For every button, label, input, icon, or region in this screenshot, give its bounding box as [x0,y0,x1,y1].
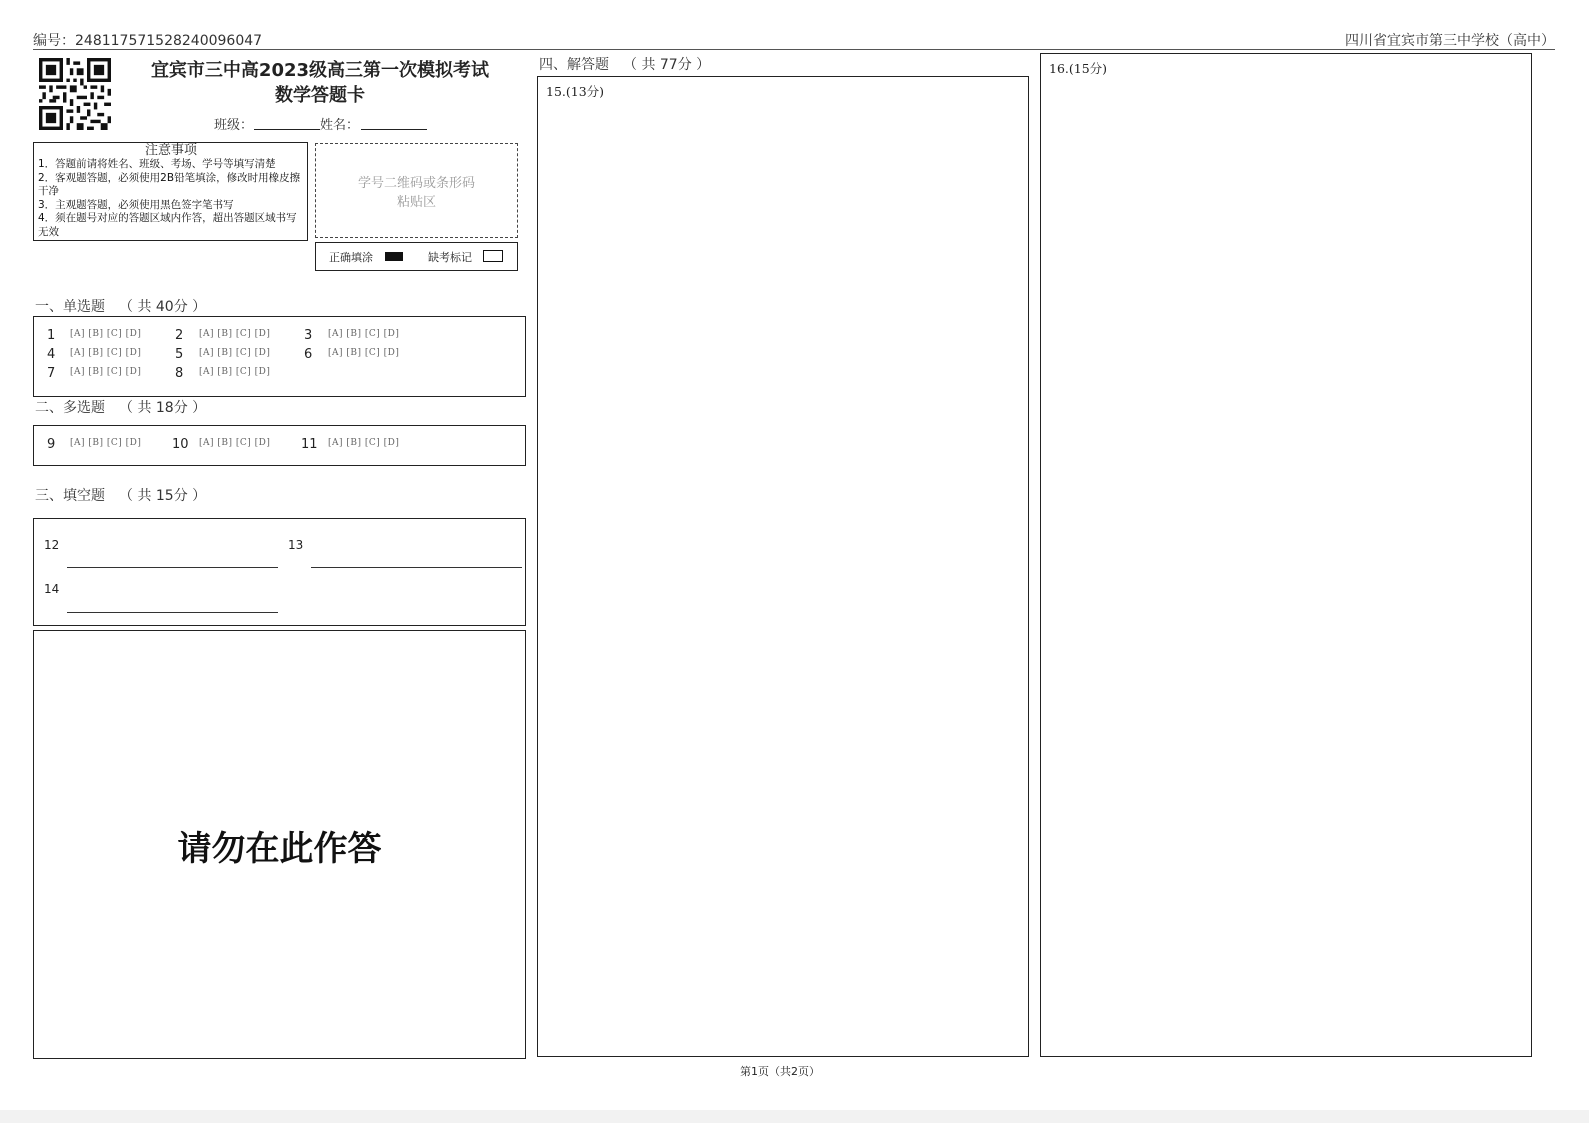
fill-legend [315,242,518,271]
answer-options[interactable]: [A] [B] [C] [D] [70,348,142,358]
question-number: 1 [47,328,56,343]
barcode-paste-area [315,143,518,238]
page-footer: 第1页（共2页） [740,1065,820,1078]
answer-options[interactable]: [A] [B] [C] [D] [328,438,400,448]
question-number: 11 [301,437,318,452]
question-number: 12 [44,538,60,552]
section-title-text: 二、多选题 [35,400,105,416]
filled-mark-icon [385,252,403,261]
answer-options[interactable]: [A] [B] [C] [D] [70,438,142,448]
section-points: （ 共 77分 ） [623,57,711,73]
section-points: （ 共 40分 ） [119,299,207,315]
question-number: 10 [172,437,189,452]
section-answer-title [539,54,710,74]
answer-line[interactable] [311,567,522,568]
question-number: 13 [288,538,304,552]
question-number: 6 [304,347,313,362]
exam-title: 宜宾市三中高2023级高三第一次模拟考试 [150,60,490,81]
no-answer-text: 请勿在此作答 [177,829,382,869]
serial-value: 248117571528240096047 [75,33,263,49]
section-single-title [35,296,206,316]
answer-options[interactable]: [A] [B] [C] [D] [328,348,400,358]
answer-options[interactable]: [A] [B] [C] [D] [328,329,400,339]
section-multi-title [35,397,206,417]
notice-item: 2．客观题答题，必须使用2B铅笔填涂，修改时用橡皮擦干净 [38,171,301,198]
answer-options[interactable]: [A] [B] [C] [D] [199,348,271,358]
correct-fill-label: 正确填涂 [329,251,373,264]
answer-line[interactable] [67,567,278,568]
school-name: 四川省宜宾市第三中学校（高中） [1345,33,1555,49]
single-choice-box [33,316,526,397]
question-label-16: 16.(15分) [1049,61,1108,76]
name-field-label: 姓名： [320,118,360,133]
question-number: 5 [175,347,184,362]
answer-options[interactable]: [A] [B] [C] [D] [70,329,142,339]
barcode-area-line2: 粘贴区 [396,195,436,210]
answer-options[interactable]: [A] [B] [C] [D] [199,367,271,377]
notice-item: 1．答题前请将姓名、班级、考场、学号等填写清楚 [38,158,276,170]
notice-box [33,142,308,241]
notice-title: 注意事项 [144,143,197,158]
answer-box-q15[interactable] [537,76,1029,1057]
no-answer-area [33,630,526,1059]
question-number: 9 [47,437,56,452]
section-title-text: 三、填空题 [35,488,105,504]
fill-blank-box [33,518,526,626]
section-title-text: 一、单选题 [35,299,105,315]
absent-checkbox[interactable] [483,250,503,262]
question-number: 4 [47,347,56,362]
answer-options[interactable]: [A] [B] [C] [D] [70,367,142,377]
qr-code-icon [39,58,111,130]
absent-mark-label: 缺考标记 [428,251,472,264]
section-title-text: 四、解答题 [539,57,609,73]
multi-choice-box [33,425,526,466]
answer-options[interactable]: [A] [B] [C] [D] [199,438,271,448]
question-number: 3 [304,328,313,343]
exam-subtitle: 数学答题卡 [275,85,365,106]
serial-number [33,30,262,50]
answer-line[interactable] [67,612,278,613]
question-label-15: 15.(13分) [546,84,605,99]
serial-label: 编号： [33,33,75,49]
answer-options[interactable]: [A] [B] [C] [D] [199,329,271,339]
section-points: （ 共 18分 ） [119,400,207,416]
class-field-label: 班级： [214,118,254,133]
notice-item: 3．主观题答题，必须使用黑色签字笔书写 [38,198,234,211]
name-field-line[interactable] [361,129,427,130]
question-number: 8 [175,366,184,381]
barcode-area-line1: 学号二维码或条形码 [357,176,475,191]
section-points: （ 共 15分 ） [119,488,207,504]
class-field-line[interactable] [254,129,320,130]
notice-item: 4．须在题号对应的答题区域内作答，超出答题区域书写无效 [38,212,297,238]
section-blank-title [35,485,206,505]
question-number: 14 [44,582,60,596]
question-number: 7 [47,366,56,381]
question-number: 2 [175,328,184,343]
header-divider [33,49,1555,50]
answer-box-q16[interactable] [1040,53,1532,1057]
